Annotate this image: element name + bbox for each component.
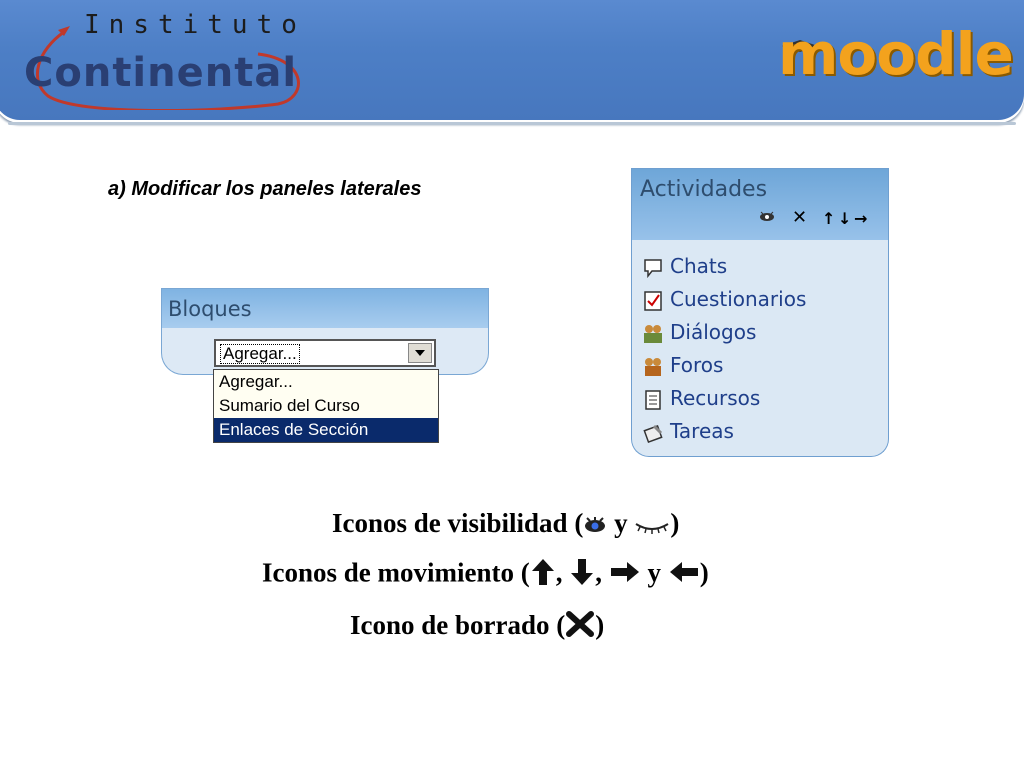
eye-open-icon [583, 510, 607, 541]
arrow-right-icon[interactable]: → [854, 209, 868, 228]
header-banner [0, 0, 1024, 128]
actividades-title: Actividades [640, 177, 768, 202]
arrow-down-icon[interactable]: ↓ [838, 209, 852, 228]
actividades-body [631, 240, 889, 457]
resource-icon [642, 389, 664, 411]
arrow-right-icon [609, 560, 641, 591]
moodle-logo: moodle [778, 20, 1013, 88]
activity-cuestionarios[interactable] [642, 285, 806, 313]
quiz-icon [642, 290, 664, 312]
chevron-down-icon[interactable] [408, 343, 432, 363]
select-current-value: Agregar... [220, 344, 300, 364]
legend-delete [350, 610, 604, 645]
section-title: a) Modificar los paneles laterales [108, 178, 422, 200]
chat-icon [642, 257, 664, 279]
activity-label: Tareas [670, 419, 734, 443]
arrow-left-icon [668, 560, 700, 591]
activity-label: Diálogos [670, 320, 757, 344]
legend-movement [262, 557, 709, 594]
activity-tareas[interactable] [642, 417, 734, 445]
arrow-up-icon [530, 557, 556, 594]
dropdown-option[interactable]: Agregar... [219, 372, 293, 391]
legend-delete-suffix: ) [595, 610, 605, 640]
dialogue-icon [642, 323, 664, 345]
legend-delete-prefix: Icono de borrado ( [350, 610, 566, 640]
activity-foros[interactable] [642, 351, 723, 379]
legend-visibility [332, 508, 679, 541]
actividades-header [631, 168, 889, 241]
eye-icon[interactable] [758, 209, 776, 228]
arrow-up-icon[interactable]: ↑ [822, 209, 836, 228]
bloques-title: Bloques [168, 297, 252, 321]
activity-chats[interactable] [642, 252, 727, 280]
legend-visibility-suffix: ) [670, 508, 680, 538]
forum-icon [642, 356, 664, 378]
actividades-block [631, 168, 889, 458]
activity-dialogos[interactable] [642, 318, 756, 346]
logo-continental: Continental [24, 50, 298, 96]
dropdown-option[interactable]: Sumario del Curso [219, 396, 360, 415]
legend-visibility-y: y [614, 508, 628, 538]
eye-closed-icon [634, 510, 670, 541]
activity-label: Recursos [670, 386, 761, 410]
close-icon [565, 610, 595, 645]
legend-visibility-prefix: Iconos de visibilidad ( [332, 508, 584, 538]
banner-divider [8, 122, 1016, 125]
add-block-select[interactable] [214, 339, 436, 367]
activity-label: Cuestionarios [670, 287, 807, 311]
legend-movement-sep2: , [595, 557, 602, 588]
assignment-icon [642, 422, 664, 444]
activity-recursos[interactable] [642, 384, 760, 412]
dropdown-option-selected[interactable]: Enlaces de Sección [214, 418, 438, 442]
close-icon[interactable]: ✕ [792, 207, 808, 228]
legend-movement-sep1: , [555, 557, 563, 588]
add-block-dropdown [213, 369, 439, 443]
activity-label: Chats [670, 254, 728, 278]
legend-movement-prefix: Iconos de movimiento ( [262, 557, 530, 588]
bloques-header [161, 288, 489, 329]
logo-instituto: Instituto [84, 10, 306, 40]
legend-movement-y: y [647, 557, 661, 588]
arrow-down-icon [569, 557, 595, 594]
legend-movement-suffix: ) [699, 557, 709, 588]
activity-label: Foros [670, 353, 724, 377]
